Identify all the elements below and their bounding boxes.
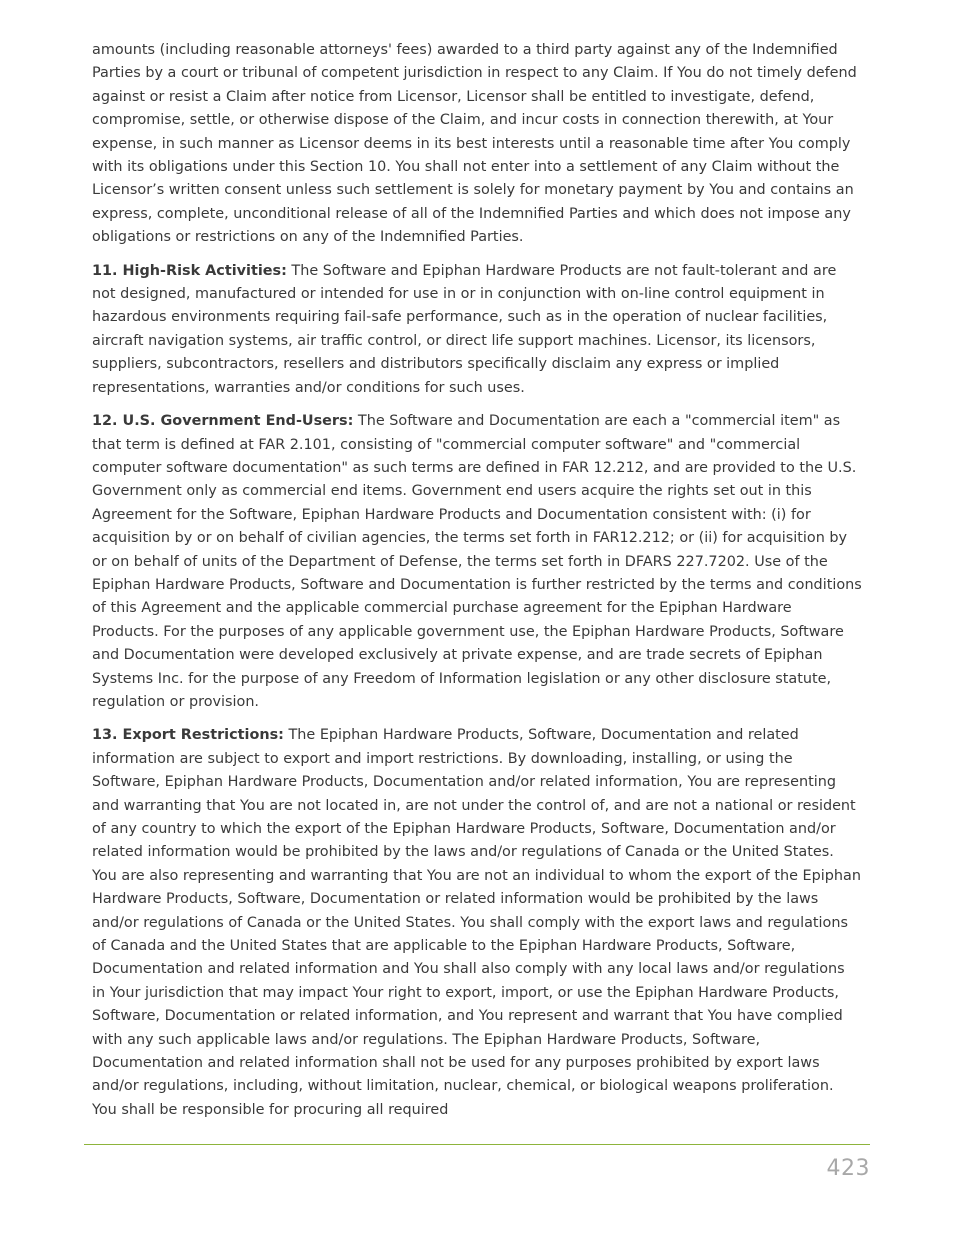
paragraph-text: amounts (including reasonable attorneys' fees) awarded to a third party against any of the Indemnified Parties by a court or tribunal of competent jurisdiction in respect to any Claim. If You do not timely defend against or resist a Claim after notice from Licensor, Licensor shall be entitled to investigate, defend, compromise, settle, or otherwise dispose of the Claim, and incur costs in connection therewith, at Your expense, in such manner as Licensor deems in its best interests until a reasonable time after You comply with its obligations under this Section 10. You shall not enter into a settlement of any Claim without the Licensor’s written consent unless such settlement is solely for monetary payment by You and contains an express, complete, unconditional release of all of the Indemnified Parties and which does not impose any obligations or restrictions on any of the Indemnified Parties.	[92, 42, 857, 246]
document-body	[92, 39, 862, 1132]
paragraph-text: The Software and Documentation are each a "commercial item" as that term is defined at FAR 2.101, consisting of "commercial computer software" and "commercial computer software documentation" as such terms are defined in FAR 12.212, and are provided to the U.S. Government only as commercial end items. Government end users acquire the rights set out in this Agreement for the Software, Epiphan Hardware Products and Documentation consistent with: (i) for acquisition by or on behalf of civilian agencies, the terms set forth in FAR12.212; or (ii) for acquisition by or on behalf of units of the Department of Defense, the terms set forth in DFARS 227.7202. Use of the Epiphan Hardware Products, Software and Documentation is further restricted by the terms and conditions of this Agreement and the applicable commercial purchase agreement for the Epiphan Hardware Products. For the purposes of any applicable government use, the Epiphan Hardware Products, Software and Documentation were developed exclusively at private expense, and are trade secrets of Epiphan Systems Inc. for the purpose of any Freedom of Information legislation or any other disclosure statute, regulation or provision.	[92, 413, 862, 710]
paragraph-export-restrictions	[92, 724, 862, 1122]
section-heading: 13. Export Restrictions:	[92, 727, 284, 744]
section-heading: 11. High-Risk Activities:	[92, 262, 287, 279]
paragraph-text: The Software and Epiphan Hardware Products are not fault-tolerant and are not designed, manufactured or intended for use in or in conjunction with on-line control equipment in hazardous environments requiring fail-safe performance, such as in the operation of nuclear facilities, aircraft navigation systems, air traffic control, or direct life support machines. Licensor, its licensors, suppliers, subcontractors, resellers and distributors specifically disclaim any express or implied representations, warranties and/or conditions for such uses.	[92, 262, 837, 396]
paragraph-indemnification-continued	[92, 39, 862, 250]
page-number: 423	[826, 1156, 870, 1181]
section-heading: 12. U.S. Government End-Users:	[92, 413, 354, 430]
paragraph-text: The Epiphan Hardware Products, Software, Documentation and related information are subject to export and import restrictions. By downloading, installing, or using the Software, Epiphan Hardware Products, Documentation and/or related information, You are representing and warranting that You are not located in, are not under the control of, and are not a national or resident of any country to which the export of the Epiphan Hardware Products, Software, Documentation and/or related information would be prohibited by the laws and/or regulations of Canada or the United States. You are also representing and warranting that You are not an individual to whom the export of the Epiphan Hardware Products, Software, Documentation or related information would be prohibited by the laws and/or regulations of Canada or the United States. You shall comply with the export laws and regulations of Canada and the United States that are applicable to the Epiphan Hardware Products, Software, Documentation and related information and You shall also comply with any local laws and/or regulations in Your jurisdiction that may impact Your right to export, import, or use the Epiphan Hardware Products, Software, Documentation or related information, and You represent and warrant that You have complied with any such applicable laws and/or regulations. The Epiphan Hardware Products, Software, Documentation and related information shall not be used for any purposes prohibited by export laws and/or regulations, including, without limitation, nuclear, chemical, or biological weapons proliferation. You shall be responsible for procuring all required	[92, 727, 861, 1118]
footer-divider	[84, 1144, 870, 1145]
paragraph-high-risk-activities	[92, 260, 862, 400]
paragraph-us-government-end-users	[92, 410, 862, 714]
